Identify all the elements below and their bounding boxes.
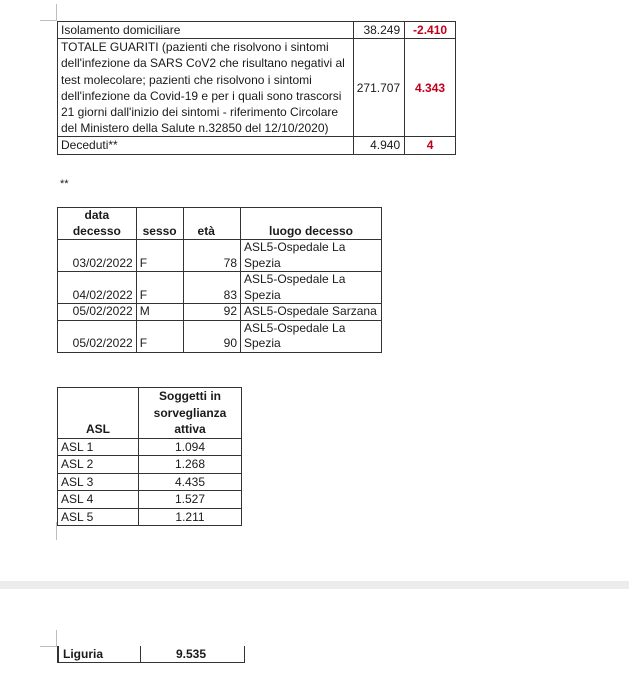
table-row [58,320,382,352]
asl-value: 1.268 [139,456,242,474]
death-place: ASL5-Ospedale La Spezia [241,240,382,272]
asl-name: ASL 3 [58,473,139,491]
table-row [58,304,382,321]
table-row [58,508,242,526]
page-corner-mark [56,4,57,21]
header-date: data decesso [58,208,137,240]
table-row [58,456,242,474]
table-header-row [58,208,382,240]
death-place: ASL5-Ospedale La Spezia [241,272,382,304]
table-row [58,39,456,137]
deaths-table [57,207,382,353]
page-separator [0,581,629,589]
death-sex: F [136,240,183,272]
page-corner-mark [56,630,57,647]
footnote-marker: ** [60,178,69,190]
table-row [58,272,382,304]
row-delta: -2.410 [405,22,456,39]
header-sex: sesso [136,208,183,240]
asl-value: 1.211 [139,508,242,526]
asl-value: 1.527 [139,491,242,509]
table-row [58,438,242,456]
asl-name: ASL 4 [58,491,139,509]
table-row [58,240,382,272]
header-place: luogo decesso [241,208,382,240]
death-place: ASL5-Ospedale La Spezia [241,320,382,352]
row-label: Isolamento domiciliare [58,22,354,39]
table-row [58,137,456,154]
asl-name: ASL 5 [58,508,139,526]
page-corner-mark [40,646,57,647]
death-age: 78 [183,240,240,272]
death-sex: M [136,304,183,321]
asl-value: 4.435 [139,473,242,491]
table-row [58,22,456,39]
summary-table [57,21,456,155]
page-corner-mark [40,20,57,21]
header-subjects: Soggetti in sorveglianza attiva [139,388,242,439]
death-date: 05/02/2022 [58,304,137,321]
row-value: 38.249 [353,22,404,39]
death-age: 83 [183,272,240,304]
row-delta: 4 [405,137,456,154]
region-total-row [57,646,245,663]
asl-value: 1.094 [139,438,242,456]
table-row [58,473,242,491]
death-date: 05/02/2022 [58,320,137,352]
row-label: TOTALE GUARITI (pazienti che risolvono i sintomi dell'infezione da SARS CoV2 che risultano negativi al test molecolare; pazienti che risolvono i sintomi dell'infezione da Covid-19 e per i quali sono trascorsi 21 giorni dall'inizio dei sintomi - riferimento Circolare del Ministero della Salute n.32850 del 12/10/2020) [58,39,354,137]
asl-name: ASL 2 [58,456,139,474]
death-place: ASL5-Ospedale Sarzana [241,304,382,321]
region-label: Liguria [63,647,104,661]
death-date: 03/02/2022 [58,240,137,272]
death-age: 90 [183,320,240,352]
header-age: età [183,208,240,240]
death-sex: F [136,320,183,352]
row-value: 4.940 [353,137,404,154]
table-header-row [58,388,242,439]
table-row [58,491,242,509]
region-value: 9.535 [175,647,207,661]
death-date: 04/02/2022 [58,272,137,304]
row-value: 271.707 [353,39,404,137]
row-delta: 4.343 [405,39,456,137]
death-age: 92 [183,304,240,321]
row-label: Deceduti** [58,137,354,154]
surveillance-table [57,387,242,526]
header-asl: ASL [58,388,139,439]
death-sex: F [136,272,183,304]
asl-name: ASL 1 [58,438,139,456]
